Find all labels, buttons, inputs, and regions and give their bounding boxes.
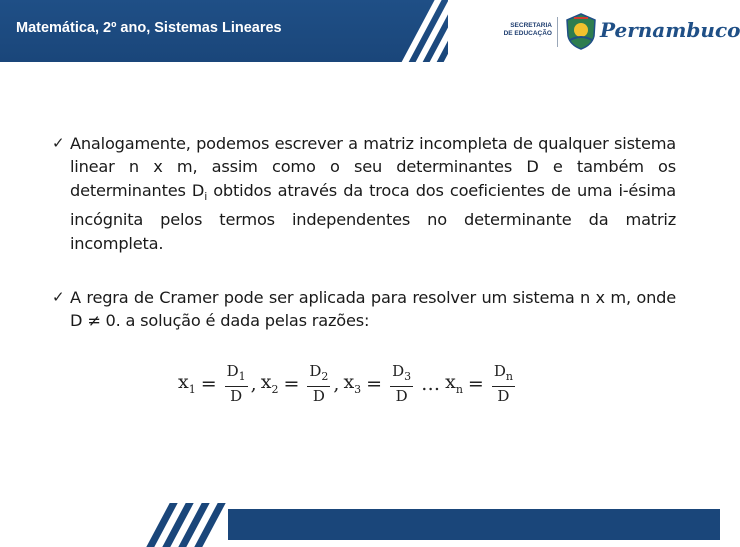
slide-header-title: Matemática, 2º ano, Sistemas Lineares: [16, 20, 282, 36]
fraction: [492, 362, 515, 405]
logo-divider: [557, 17, 558, 47]
subscript-i: i: [204, 190, 208, 204]
denominator: D: [497, 387, 510, 405]
variable-subscript: n: [455, 382, 463, 396]
variable-subscript: 2: [271, 382, 279, 396]
variable: x: [343, 371, 355, 394]
variable: x: [445, 371, 456, 394]
formula-term: [178, 371, 196, 396]
government-logo: [488, 8, 740, 54]
secretaria-line-2: DE EDUCAÇÃO: [503, 30, 552, 37]
checkmark-icon: ✓: [52, 289, 65, 306]
formula-term: [261, 371, 279, 396]
comma: ,: [333, 372, 340, 395]
fraction: [225, 362, 248, 405]
equals-sign: =: [200, 372, 217, 395]
bullet-text-part: Analogamente, podemos escrever a matriz incompleta de qualquer sistema linear n x m, assim como o seu determinantes D e também os determinantes D: [70, 134, 676, 200]
checkmark-icon: ✓: [52, 135, 65, 152]
cramer-formula: [178, 362, 518, 405]
equals-sign: =: [283, 372, 300, 395]
footer-stripes: [150, 509, 220, 540]
numerator: [225, 362, 248, 387]
variable: x: [178, 371, 189, 394]
numerator: [390, 362, 413, 387]
numerator-symbol: D: [226, 362, 239, 380]
denominator: D: [312, 387, 325, 405]
numerator-subscript: 1: [238, 370, 246, 383]
bullet-text: A regra de Cramer pode ser aplicada para resolver um sistema n x m, onde D ≠ 0. a solução é dada pelas razões:: [70, 288, 676, 331]
state-name: Pernambuco: [600, 18, 740, 42]
equals-sign: =: [467, 372, 484, 395]
denominator: D: [395, 387, 408, 405]
header-band: [0, 0, 740, 62]
comma: ,: [250, 372, 257, 395]
ellipsis: …: [421, 372, 441, 395]
numerator: [307, 362, 330, 387]
variable: x: [260, 371, 272, 394]
denominator: D: [230, 387, 243, 405]
variable-subscript: 3: [354, 382, 362, 396]
secretaria-label: [496, 22, 552, 38]
fraction: [307, 362, 330, 405]
formula-term: [445, 371, 463, 396]
bullet-text: [70, 132, 676, 255]
state-seal-icon: [564, 12, 598, 50]
numerator-subscript: 3: [404, 370, 412, 383]
numerator-symbol: D: [493, 362, 506, 380]
fraction: [390, 362, 413, 405]
numerator-subscript: 2: [321, 370, 329, 383]
variable-subscript: 1: [188, 382, 196, 396]
formula-term: [343, 371, 361, 396]
numerator-subscript: n: [505, 370, 513, 383]
numerator-symbol: D: [309, 362, 322, 380]
equals-sign: =: [366, 372, 383, 395]
bullet-text-part: obtidos através da troca dos coeficientes de uma i-ésima incógnita pelos termos independentes no determinante da matriz incompleta.: [70, 180, 676, 253]
bullet-item-cramer-rule: [52, 286, 676, 333]
bullet-item-determinants: [52, 132, 676, 255]
numerator: [492, 362, 515, 387]
secretaria-line-1: SECRETARIA: [510, 22, 552, 29]
header-stripes: [410, 0, 480, 62]
numerator-symbol: D: [392, 362, 405, 380]
